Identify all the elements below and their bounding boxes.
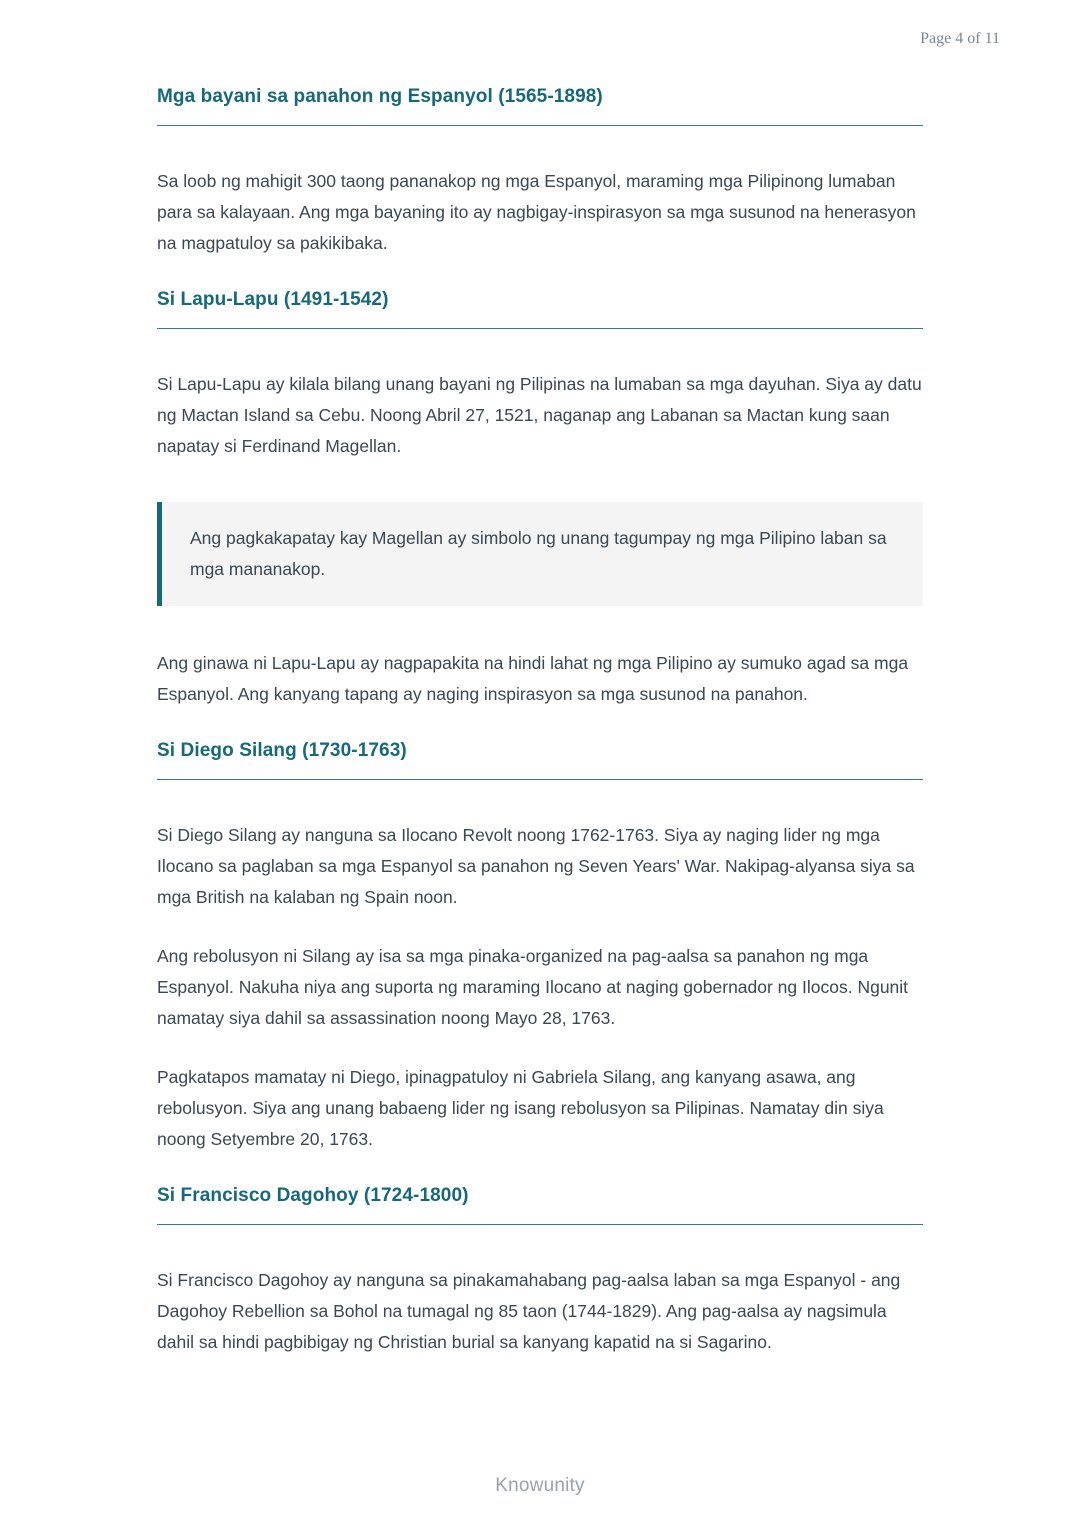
section-title-dagohoy: Si Francisco Dagohoy (1724-1800) [157, 1183, 923, 1225]
quote-text: Ang pagkakapatay kay Magellan ay simbolo ng unang tagumpay ng mga Pilipino laban sa mga mananakop. [190, 528, 887, 579]
section-title-lapu-lapu: Si Lapu-Lapu (1491-1542) [157, 287, 923, 329]
paragraph-lapu-lapu-1: Si Lapu-Lapu ay kilala bilang unang bayani ng Pilipinas na lumaban sa mga dayuhan. Siya ay datu ng Mactan Island sa Cebu. Noong Abril 27, 1521, naganap ang Labanan sa Mactan kung saan napatay si Ferdinand Magellan. [157, 374, 922, 456]
section-title-espanyol-era: Mga bayani sa panahon ng Espanyol (1565-1898) [157, 84, 923, 126]
section-title-diego-silang: Si Diego Silang (1730-1763) [157, 738, 923, 780]
paragraph-diego-silang-3: Pagkatapos mamatay ni Diego, ipinagpatuloy ni Gabriela Silang, ang kanyang asawa, ang rebolusyon. Siya ang unang babaeng lider ng isang rebolusyon sa Pilipinas. Namatay din siya noong Setyembre 20, 1763. [157, 1067, 884, 1149]
paragraph-lapu-lapu-2: Ang ginawa ni Lapu-Lapu ay nagpapakita na hindi lahat ng mga Pilipino ay sumuko agad sa mga Espanyol. Ang kanyang tapang ay naging inspirasyon sa mga susunod na panahon. [157, 653, 909, 704]
page-number-indicator: Page 4 of 11 [920, 30, 1000, 47]
paragraph-diego-silang-1: Si Diego Silang ay nanguna sa Ilocano Revolt noong 1762-1763. Siya ay naging lider ng mga Ilocano sa paglaban sa mga Espanyol sa panahon ng Seven Years' War. Nakipag-alyansa siya sa mga British na kalaban ng Spain noon. [157, 825, 915, 907]
page-footer [0, 1475, 1080, 1497]
paragraph-diego-silang-2: Ang rebolusyon ni Silang ay isa sa mga pinaka-organized na pag-aalsa sa panahon ng mga Espanyol. Nakuha niya ang suporta ng maraming Ilocano at naging gobernador ng Ilocos. Ngunit namatay siya dahil sa assassination noong Mayo 28, 1763. [157, 946, 909, 1028]
paragraph-intro: Sa loob ng mahigit 300 taong pananakop ng mga Espanyol, maraming mga Pilipinong lumaban para sa kalayaan. Ang mga bayaning ito ay nagbigay-inspirasyon sa mga susunod na henerasyon na magpatuloy sa pakikibaka. [157, 171, 916, 253]
paragraph-dagohoy-1: Si Francisco Dagohoy ay nanguna sa pinakamahabang pag-aalsa laban sa mga Espanyol - ang Dagohoy Rebellion sa Bohol na tumagal ng 85 taon (1744-1829). Ang pag-aalsa ay nagsimula dahil sa hindi pagbibigay ng Christian burial sa kanyang kapatid na si Sagarino. [157, 1270, 901, 1352]
highlight-quote [157, 502, 923, 606]
brand-watermark: Knowunity [495, 1475, 585, 1496]
